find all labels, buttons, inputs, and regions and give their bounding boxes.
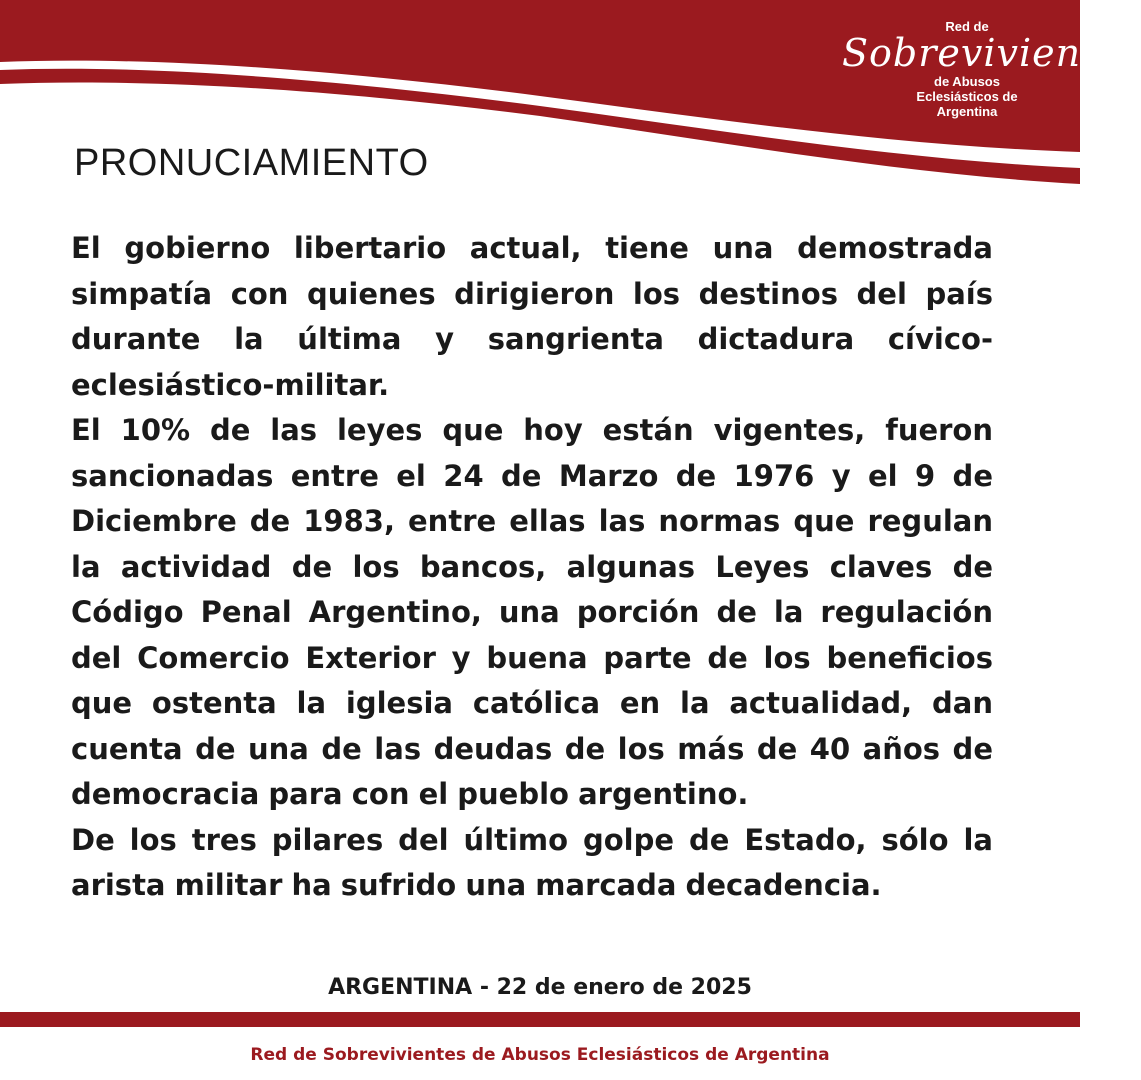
statement-paragraph: De los tres pilares del último golpe de Estado, sólo la arista militar ha sufrido una marcada decadencia. xyxy=(71,822,993,902)
footer-red-band xyxy=(0,1012,1080,1027)
statement-body xyxy=(71,226,993,909)
date-location-line: ARGENTINA - 22 de enero de 2025 xyxy=(328,975,752,1000)
statement-paragraph: El 10% de las leyes que hoy están vigentes, fueron sancionadas entre el 24 de Marzo de 1976 y el 9 de Diciembre de 1983, entre ellas las normas que regulan la actividad de los bancos, algunas Leyes claves de Código Penal Argentino, una porción de la regulación del Comercio Exterior y buena parte de los beneficios que ostenta la iglesia católica en la actualidad, dan cuenta de una de las deudas de los más de 40 años de democracia para con el pueblo argentino. xyxy=(71,413,993,811)
logo-text-de-abusos: de Abusos xyxy=(934,74,1000,89)
footer-organization-name: Red de Sobrevivientes de Abusos Eclesiásticos de Argentina xyxy=(250,1045,830,1065)
organization-logo xyxy=(842,19,1141,125)
page-title: PRONUCIAMIENTO xyxy=(74,142,429,184)
logo-text-argentina: Argentina xyxy=(936,104,998,119)
logo-text-sobrevivientes: Sobrevivientes xyxy=(842,31,1141,75)
logo-text-red-de: Red de xyxy=(945,19,989,34)
statement-paragraph: El gobierno libertario actual, tiene una demostrada simpatía con quienes dirigieron los destinos del país durante la última y sangrienta dictadura cívico-eclesiástico-militar. xyxy=(71,231,993,402)
logo-text-eclesiasticos: Eclesiásticos de xyxy=(916,89,1018,104)
